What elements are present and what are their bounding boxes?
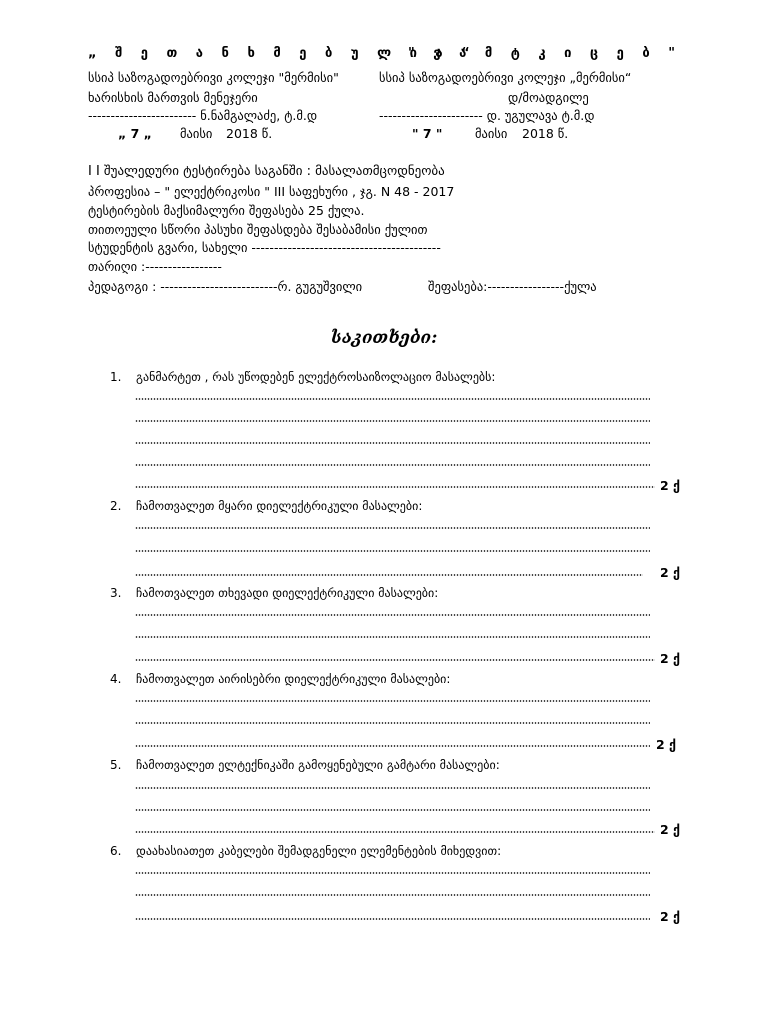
answer-line[interactable] [135, 700, 650, 702]
section-title: საკითხები: [330, 328, 438, 348]
answer-line[interactable] [135, 894, 650, 896]
question-4 [110, 672, 450, 686]
question-points: 2 ქ [660, 822, 681, 837]
answer-line[interactable] [135, 550, 650, 552]
answer-line[interactable] [135, 464, 650, 466]
answer-line[interactable] [135, 831, 655, 833]
date-day-left: „ 7 „ [118, 126, 152, 141]
scoring-rule-line: თითოეული სწორი პასუხი შეფასდება შესაბამისი ქულით [88, 222, 428, 237]
answer-line[interactable] [135, 722, 650, 724]
answer-line[interactable] [135, 420, 650, 422]
answer-line[interactable] [135, 659, 655, 661]
question-5 [110, 758, 500, 772]
answer-line[interactable] [135, 527, 650, 529]
org-name-right: სსიპ საზოგადოებრივი კოლეჯი „მერმისი“ [379, 70, 632, 85]
question-points: 2 ქ [660, 478, 681, 493]
org-name-left: სსიპ საზოგადოებრივი კოლეჯი "მერმისი" [88, 70, 339, 85]
question-number: 6. [110, 844, 122, 858]
profession-line: პროფესია – " ელექტრიკოსი " III საფეხური , ჯგ. N 48 - 2017 [88, 184, 455, 199]
answer-line[interactable] [135, 574, 643, 576]
date-line: თარიღი :----------------- [88, 259, 222, 274]
question-points: 2 ქ [660, 565, 681, 580]
question-2 [110, 499, 422, 513]
answer-line[interactable] [135, 787, 650, 789]
question-text: ჩამოთვალეთ აირისებრი დიელექტრიკული მასალები: [136, 672, 451, 686]
test-subject-line: I I შუალედური ტესტირება საგანში : მასალათმცოდნეობა [88, 164, 445, 179]
question-number: 5. [110, 758, 122, 772]
answer-line[interactable] [135, 636, 650, 638]
question-number: 1. [110, 370, 122, 384]
question-text: ჩამოთვალეთ ელტექნიკაში გამოყენებული გამტარი მასალები: [136, 758, 500, 772]
approval-heading-right: " ვ ა მ ტ კ ი ც ე ბ " [408, 46, 682, 61]
question-text: დაახასიათეთ კაბელები შემადგენელი ელემენტების მიხედვით: [136, 844, 502, 858]
answer-line[interactable] [135, 486, 655, 488]
max-score-line: ტესტირების მაქსიმალური შეფასება 25 ქულა. [88, 203, 365, 218]
score-line: შეფასება:-----------------ქულა [428, 279, 597, 294]
date-month-right: მაისი [475, 126, 508, 141]
question-text: ჩამოთვალეთ თხევადი დიელექტრიკული მასალები: [136, 586, 439, 600]
answer-line[interactable] [135, 614, 650, 616]
student-name-line: სტუდენტის გვარი, სახელი ------------------------------------------ [88, 240, 441, 255]
question-number: 3. [110, 586, 122, 600]
answer-line[interactable] [135, 872, 650, 874]
signature-left: ------------------------ ნ.ნამგალაძე, ტ.მ.დ [88, 108, 318, 123]
question-points: 2 ქ [660, 909, 681, 924]
position-left: ხარისხის მართვის მენეჯერი [88, 90, 258, 105]
question-3 [110, 586, 438, 600]
question-1 [110, 370, 495, 384]
question-number: 2. [110, 499, 122, 513]
question-points: 2 ქ [656, 737, 677, 752]
approval-heading-left: „ შ ე თ ა ნ ხ მ ე ბ უ ლ ი ა “ [88, 46, 477, 61]
date-month-left: მაისი [180, 126, 213, 141]
position-right: დ/მოადგილე [508, 90, 589, 105]
date-year-left: 2018 წ. [226, 126, 273, 141]
question-number: 4. [110, 672, 122, 686]
question-text: განმარტეთ , რას უწოდებენ ელექტროსაიზოლაციო მასალებს: [136, 370, 496, 384]
answer-line[interactable] [135, 745, 650, 747]
answer-line[interactable] [135, 398, 650, 400]
answer-line[interactable] [135, 809, 650, 811]
signature-right: ----------------------- დ. უგულავა ტ.მ.დ [379, 108, 595, 123]
date-day-right: " 7 " [412, 126, 443, 141]
teacher-line: პედაგოგი : --------------------------რ. გუგუშვილი [88, 279, 363, 294]
answer-line[interactable] [135, 918, 650, 920]
question-text: ჩამოთვალეთ მყარი დიელექტრიკული მასალები: [136, 499, 423, 513]
question-6 [110, 844, 501, 858]
date-year-right: 2018 წ. [522, 126, 569, 141]
answer-line[interactable] [135, 442, 650, 444]
question-points: 2 ქ [660, 651, 681, 666]
